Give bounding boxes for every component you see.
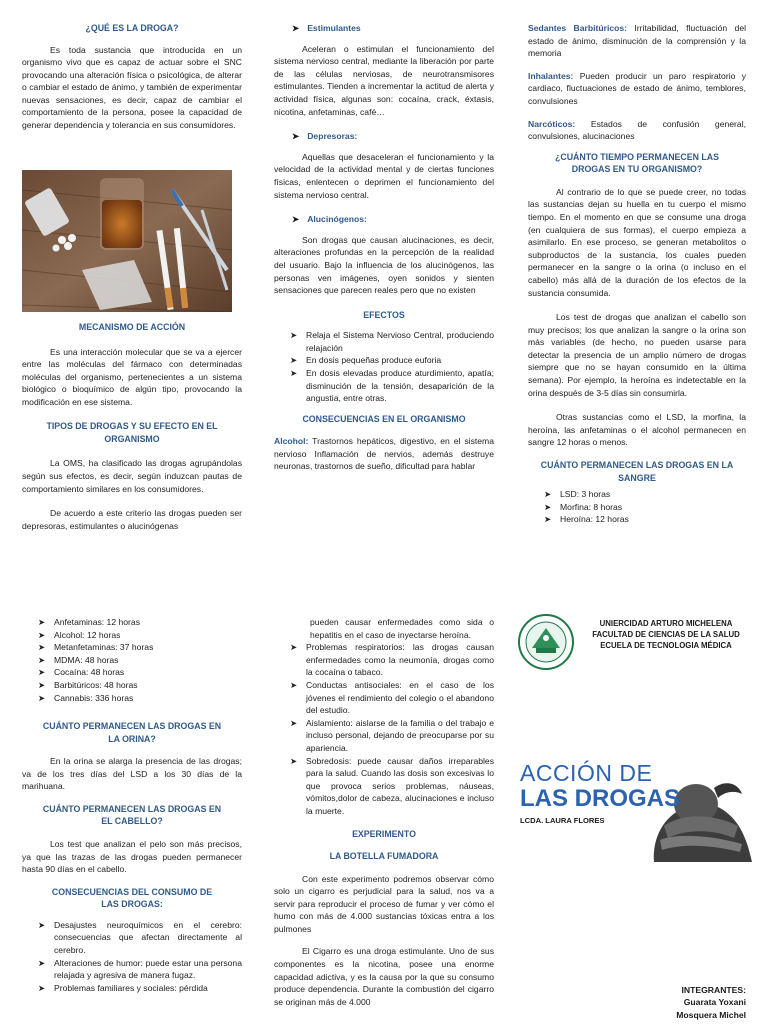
arrow-bullet-icon: ➤ [290, 330, 298, 341]
arrow-bullet-icon: ➤ [38, 617, 46, 627]
label-alcohol: Alcohol: [274, 436, 309, 447]
text-inhalantes-body: Pueden producir un paro respiratorio y cardiaco, fluctuaciones de estado de ánimo, temblores, convulsiones [528, 70, 746, 106]
label-sedantes: Sedantes Barbitúricos: [528, 23, 628, 33]
problemas-list [274, 641, 494, 817]
list-item-text: Aislamiento: aislarse de la familia o del trabajo e incluso personal, dejando de preocuparse por su apariencia. [306, 717, 494, 753]
list-item-text: Alteraciones de humor: puede estar una persona relajada y agresiva de manera fugaz. [54, 957, 242, 981]
heading-sangre: CUÁNTO PERMANECEN LAS DROGAS EN LA SANGRE [540, 460, 734, 483]
list-item [38, 692, 242, 705]
panel-tipos-detalle [274, 22, 494, 473]
list-item-text: MDMA: 48 horas [54, 654, 119, 665]
university-header [578, 618, 754, 651]
school-name: ECUELA DE TECNOLOGIA MÉDICA [600, 641, 732, 650]
list-item-text: Anfetaminas: 12 horas [54, 617, 140, 627]
text-sedantes-body: Irritabilidad, fluctuación del estado de ánimo, disminución de la comprensión y la memoria [528, 23, 747, 59]
consecuencias-list [22, 919, 242, 995]
list-item [290, 755, 494, 818]
sangre-list [528, 488, 746, 526]
text-tiempo-3: Otras sustancias como el LSD, la morfina, la heroína, las anfetaminas o el alcohol permanecen en sangre 12 horas o menos. [528, 412, 746, 448]
panel-experimento [274, 616, 494, 1008]
label-narcoticos: Narcóticos: [528, 118, 576, 129]
heading-cuanto-tiempo: ¿CUÁNTO TIEMPO PERMANECEN LAS DROGAS EN TU ORGANISMO? [554, 151, 720, 175]
heading-botella: LA BOTELLA FUMADORA [329, 851, 439, 861]
heading-mecanismo: MECANISMO DE ACCIÓN [78, 322, 186, 332]
panel-consecuencias-tiempo [528, 22, 746, 526]
drugs-photo [22, 170, 232, 312]
horas-list [22, 616, 242, 704]
integrantes [600, 984, 746, 1021]
list-item [544, 513, 746, 526]
text-narcoticos-body: Estados de confusión general, convulsiones, alucinaciones [528, 118, 746, 142]
heading-estimulantes [292, 22, 494, 35]
arrow-bullet-icon: ➤ [38, 667, 46, 678]
heading-orina: CUÁNTO PERMANECEN LAS DROGAS EN LA ORINA? [42, 721, 222, 744]
list-item-text: Conductas antisociales: en el caso de los jóvenes el rendimiento del colegio o el abandono del estudio. [306, 679, 494, 716]
list-item-text: Barbitúricos: 48 horas [54, 679, 138, 690]
heading-depresoras [292, 130, 494, 143]
text-tiempo-2: Los test de drogas que analizan el cabello son muy precisos; los que analizan la sangre o la orina son más variables (de hecho, no pueden usarse para detectar la presencia de un amplio número de drogas siempre que no se hayan consumido en la última semana). Por ejemplo, la heroína es indetectable en la orina después de 3-5 días sin consumirla. [528, 312, 746, 398]
faculty-name: FACULTAD DE CIENCIAS DE LA SALUD [592, 630, 740, 639]
arrow-bullet-icon: ➤ [544, 501, 552, 512]
author-name: LCDA. LAURA FLORES [520, 816, 605, 825]
list-item [544, 488, 746, 501]
text-alcohol-body: Trastornos hepáticos, digestivo, en el sistema nervioso Inflamación de nervios, además destruye neuronas, trastornos de sueño, dificultad para hablar [274, 436, 494, 472]
arrow-bullet-icon: ➤ [38, 982, 46, 993]
list-item [290, 717, 494, 755]
list-item [38, 919, 242, 957]
efectos-list [274, 329, 494, 405]
text-mecanismo: Es una interacción molecular que se va a ejercer entre las moléculas del fármaco con determinadas moléculas del organismo, pertenecientes a un sistema biológico o bioquímico de algún tipo, provocando la modificación en ese sistema. [22, 346, 242, 407]
text-narcoticos [528, 118, 746, 143]
text-cabello: Los test que analizan el pelo son más precisos, ya que las trazas de las drogas pueden permanecer hasta 90 días en el cabello. [22, 838, 242, 875]
text-alcohol [274, 435, 494, 473]
text-tiempo-1: Al contrario de lo que se puede creer, no todas las sustancias dejan su huella en tu cuerpo el mismo tiempo. En el momento en que se consume una droga (en cualquiera de sus formas), el cuerpo empieza a asimilarlo. En ese proceso, se generan metabolitos o subproductos de la sustancia, los cuales pueden permanecer en la sangre o la orina (o incluso en el cabello) más allá de la duración de los efectos de la sustancia consumida. [528, 186, 746, 298]
arrow-bullet-icon: ➤ [38, 642, 46, 653]
list-item [38, 641, 242, 654]
cover-title [520, 760, 680, 827]
text-alucinogenos: Son drogas que causan alucinaciones, es decir, alteraciones profundas en la percepción de la realidad del usuario. Bajo la influencia de los alucinógenos, las personas ven imágenes, oyen sonidos y sienten sensaciones que parecen reales pero que no existen [274, 234, 494, 296]
text-sedantes [528, 22, 746, 60]
label-inhalantes: Inhalantes: [528, 70, 574, 81]
text-orina: En la orina se alarga la presencia de las drogas; va de los tres días del LSD a los 30 días de la marihuana. [22, 756, 242, 792]
integrante-1: Guarata Yoxani [683, 997, 746, 1008]
drugs-photo-illustration [22, 170, 232, 312]
heading-cabello: CUÁNTO PERMANECEN LAS DROGAS EN EL CABELLO? [42, 803, 222, 827]
list-item [290, 329, 494, 354]
list-item-text: Cannabis: 336 horas [54, 692, 134, 703]
arrow-bullet-icon: ➤ [544, 514, 552, 525]
arrow-right-icon: ➤ [292, 214, 300, 225]
arrow-bullet-icon: ➤ [38, 692, 46, 703]
arrow-bullet-icon: ➤ [290, 367, 298, 378]
heading-experimento: EXPERIMENTO [352, 828, 416, 839]
text-experimento-2: El Cigarro es una droga estimulante. Uno de sus componentes es la nicotina, posee una enorme capacidad adictiva, y es la causa por la que su consumo produce dependencia. Durante la combustión del cigarro se originan más de 4.000 [274, 946, 494, 1007]
heading-consecuencias-consumo: CONSECUENCIAS DEL CONSUMO DE LAS DROGAS: [51, 886, 213, 910]
arrow-bullet-icon: ➤ [290, 679, 298, 690]
heading-efectos: EFECTOS [363, 309, 405, 320]
text-tipos-2: De acuerdo a este criterio las drogas pueden ser depresoras, estimulantes o alucinógenas [22, 508, 242, 531]
list-item-text: En dosis elevadas produce aturdimiento, apatía; disminución de la tensión, desaparición de la angustia, entre otras. [306, 367, 494, 404]
list-item-text: Morfina: 8 horas [560, 501, 623, 512]
text-experimento-1: Con este experimento podremos observar cómo solo un cigarro es perjudicial para la salud, nos va a servir para reproducir el proceso de fumar y ver cómo el humo con más de 4.000 sustancias tóxicas entra a los pulmones [274, 873, 494, 934]
text-depresoras: Aquellas que desaceleran el funcionamiento y la velocidad de la actividad mental y de ciertas funciones físicas, enlentecen o deprimen el funcionamiento del sistema nervioso central. [274, 151, 494, 200]
text-tipos-1: La OMS, ha clasificado las drogas agrupándolas según sus efectos, es decir, según induzcan pautas de comportamiento similares en los consumidores. [22, 458, 242, 494]
text-continuacion: pueden causar enfermedades como sida o hepatitis en el caso de inyectarse heroína. [310, 617, 494, 640]
list-item-text: Problemas familiares y sociales: pérdida [54, 982, 208, 993]
text-estimulantes: Aceleran o estimulan el funcionamiento del sistema nervioso central, mediante la liberación por parte de las células nerviosas, de neurotransmisores estimulantes. Tienden a incrementar la actitud de alerta y actividad física, algunas son: cocaína, crack, éxtasis, nicotina, anfetaminas, café… [274, 43, 494, 117]
arrow-bullet-icon: ➤ [38, 679, 46, 690]
arrow-bullet-icon: ➤ [290, 642, 298, 653]
list-item-text: Problemas respiratorios: las drogas causan enfermedades como la neumonía, drogas como la cocaína o tabaco. [306, 642, 494, 678]
arrow-bullet-icon: ➤ [290, 717, 298, 728]
heading-alucinogenos-label: Alucinógenos: [307, 214, 367, 225]
list-item-text: Relaja el Sistema Nervioso Central, produciendo relajación [306, 330, 494, 353]
heading-consecuencias-organismo: CONSECUENCIAS EN EL ORGANISMO [302, 413, 466, 424]
list-item [290, 367, 494, 405]
panel-mecanismo [22, 321, 242, 532]
list-item [38, 654, 242, 667]
heading-tipos: TIPOS DE DROGAS Y SU EFECTO EN EL ORGANISMO [46, 421, 218, 444]
title-line-2: LAS DROGAS [520, 785, 681, 812]
panel-orina-cabello [22, 616, 242, 994]
list-item [38, 957, 242, 982]
list-item [290, 641, 494, 679]
arrow-bullet-icon: ➤ [38, 629, 46, 640]
arrow-bullet-icon: ➤ [38, 654, 46, 665]
arrow-bullet-icon: ➤ [38, 919, 46, 930]
title-line-1: ACCIÓN DE [520, 760, 653, 786]
list-item-text: Alcohol: 12 horas [54, 629, 121, 640]
list-item-text: Cocaína: 48 horas [54, 667, 125, 678]
list-item-text: Heroína: 12 horas [560, 514, 629, 525]
panel-que-es-la-droga [22, 22, 242, 132]
list-item [38, 982, 242, 995]
integrante-2: Mosquera Michel [676, 1009, 746, 1020]
integrantes-heading: INTEGRANTES: [681, 985, 746, 995]
arrow-bullet-icon: ➤ [544, 489, 552, 500]
text-inhalantes [528, 70, 746, 108]
heading-depresoras-label: Depresoras: [307, 131, 358, 142]
list-item-text: Desajustes neuroquímicos en el cerebro: consecuencias que afectan directamente al cerebro. [54, 919, 242, 955]
list-item [38, 679, 242, 692]
university-logo [518, 614, 574, 670]
arrow-right-icon: ➤ [292, 23, 300, 33]
university-name: UNIERCIDAD ARTURO MICHELENA [599, 619, 733, 628]
list-item-text: LSD: 3 horas [560, 489, 611, 500]
list-item [38, 616, 242, 629]
list-item [544, 501, 746, 514]
list-item [290, 354, 494, 367]
list-item-text: Sobredosis: puede causar daños irreparables para la salud. Cuando las dosis son excesivas lo que provoca serios problemas, náuseas, vómitos,dolor de cabeza, alucinaciones e incluso la muerte. [306, 755, 494, 816]
list-item-text: Metanfetaminas: 37 horas [54, 642, 154, 653]
list-item [290, 679, 494, 717]
arrow-right-icon: ➤ [292, 131, 300, 142]
list-item-text: En dosis pequeñas produce euforia [306, 355, 442, 366]
text-que-es: Es toda sustancia que introducida en un organismo vivo que es capaz de actuar sobre el SNC provocando una alteración física o psicológica, de alterar o cambiar el estado de ánimo, y también de experimentar nuevas sensaciones, es decir, capaz de cambiar el comportamiento de la persona, posee la capacidad de generar dependencia y tolerancia en sus consumidores. [22, 44, 242, 131]
heading-que-es: ¿QUÉ ES LA DROGA? [85, 23, 179, 33]
arrow-bullet-icon: ➤ [38, 957, 46, 968]
seal-icon [518, 614, 574, 670]
list-item [38, 666, 242, 679]
arrow-bullet-icon: ➤ [290, 355, 298, 366]
list-item [38, 629, 242, 642]
heading-estimulantes-label: Estimulantes [307, 23, 361, 33]
heading-alucinogenos [292, 213, 494, 226]
arrow-bullet-icon: ➤ [290, 755, 298, 766]
